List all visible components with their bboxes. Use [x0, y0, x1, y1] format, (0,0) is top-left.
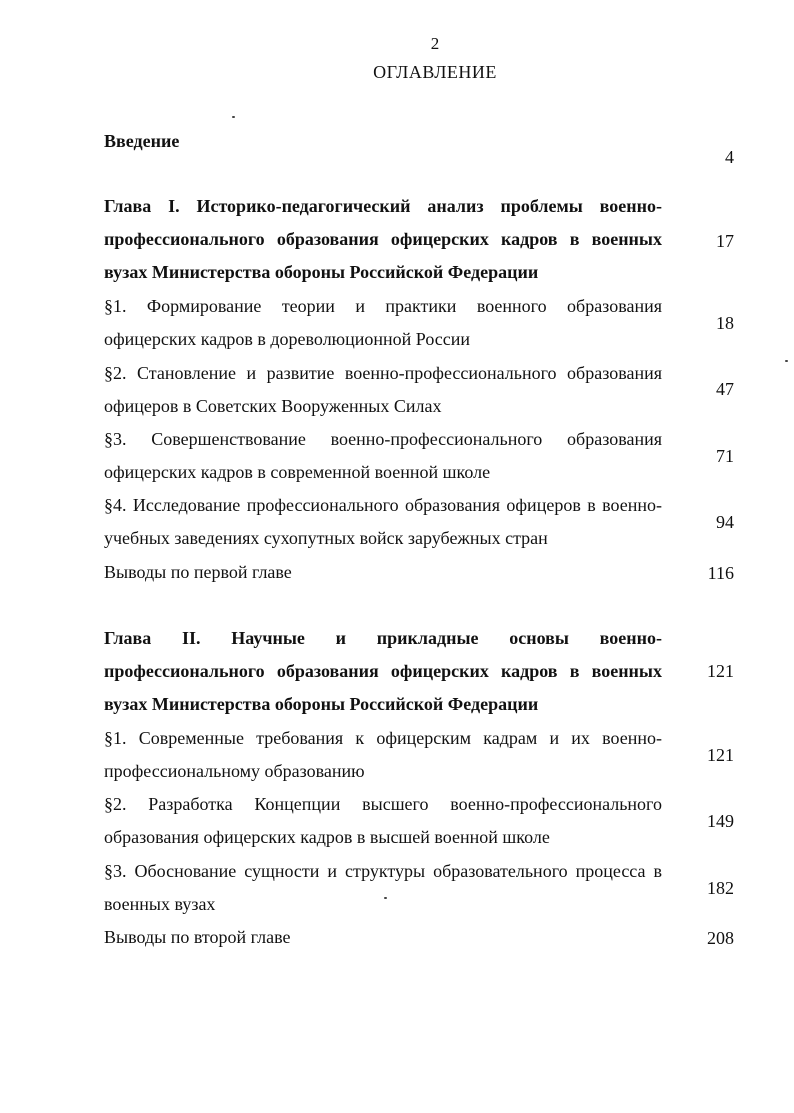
toc-entry-ch2-conclusions: Выводы по второй главе	[104, 927, 291, 947]
toc-entry-ch2-section-1: §1. Современные требования к офицерским кадрам и их военно-профессиональному образованию	[104, 728, 662, 781]
toc-page-ch1-section-4: 94	[716, 512, 734, 532]
toc-page-chapter-1: 17	[716, 231, 734, 251]
toc-page-ch1-section-1: 18	[716, 313, 734, 333]
toc-entry-chapter-2: Глава II. Научные и прикладные основы военно-профессионального образования офицерских кадров в военных вузах Министерства обороны Российской Федерации	[104, 628, 662, 714]
scan-speck	[384, 897, 387, 899]
toc-entry-ch1-conclusions: Выводы по первой главе	[104, 562, 292, 582]
toc-entry-ch1-section-4: §4. Исследование профессионального образования офицеров в военно-учебных заведениях сухопутных войск зарубежных стран	[104, 495, 662, 548]
toc-entry-chapter-1: Глава I. Историко-педагогический анализ проблемы военно-профессионального образования офицерских кадров в военных вузах Министерства обороны Российской Федерации	[104, 196, 662, 282]
page-number: 2	[430, 34, 440, 53]
toc-entry-ch2-section-3: §3. Обоснование сущности и структуры образовательного процесса в военных вузах	[104, 861, 662, 914]
toc-page-ch1-section-2: 47	[716, 379, 734, 399]
toc-page-chapter-2: 121	[707, 661, 734, 681]
toc-entry-ch1-section-2: §2. Становление и развитие военно-профессионального образования офицеров в Советских Вооруженных Силах	[104, 363, 662, 416]
toc-entry-ch1-section-1: §1. Формирование теории и практики военного образования офицерских кадров в дореволюционной России	[104, 296, 662, 349]
toc-page-ch1-section-3: 71	[716, 446, 734, 466]
toc-page-introduction: 4	[725, 147, 734, 167]
toc-entry-introduction: Введение	[104, 131, 180, 151]
toc-page-ch2-section-2: 149	[707, 811, 734, 831]
toc-page-ch1-conclusions: 116	[707, 563, 734, 583]
scan-speck	[232, 116, 235, 118]
toc-entry-ch2-section-2: §2. Разработка Концепции высшего военно-профессионального образования офицерских кадров в высшей военной школе	[104, 794, 662, 847]
toc-page-ch2-conclusions: 208	[707, 928, 734, 948]
toc-title: ОГЛАВЛЕНИЕ	[373, 62, 497, 82]
toc-page-ch2-section-1: 121	[707, 745, 734, 765]
scan-speck	[785, 360, 788, 362]
toc-page-ch2-section-3: 182	[707, 878, 734, 898]
toc-entry-ch1-section-3: §3. Совершенствование военно-профессионального образования офицерских кадров в современной военной школе	[104, 429, 662, 482]
